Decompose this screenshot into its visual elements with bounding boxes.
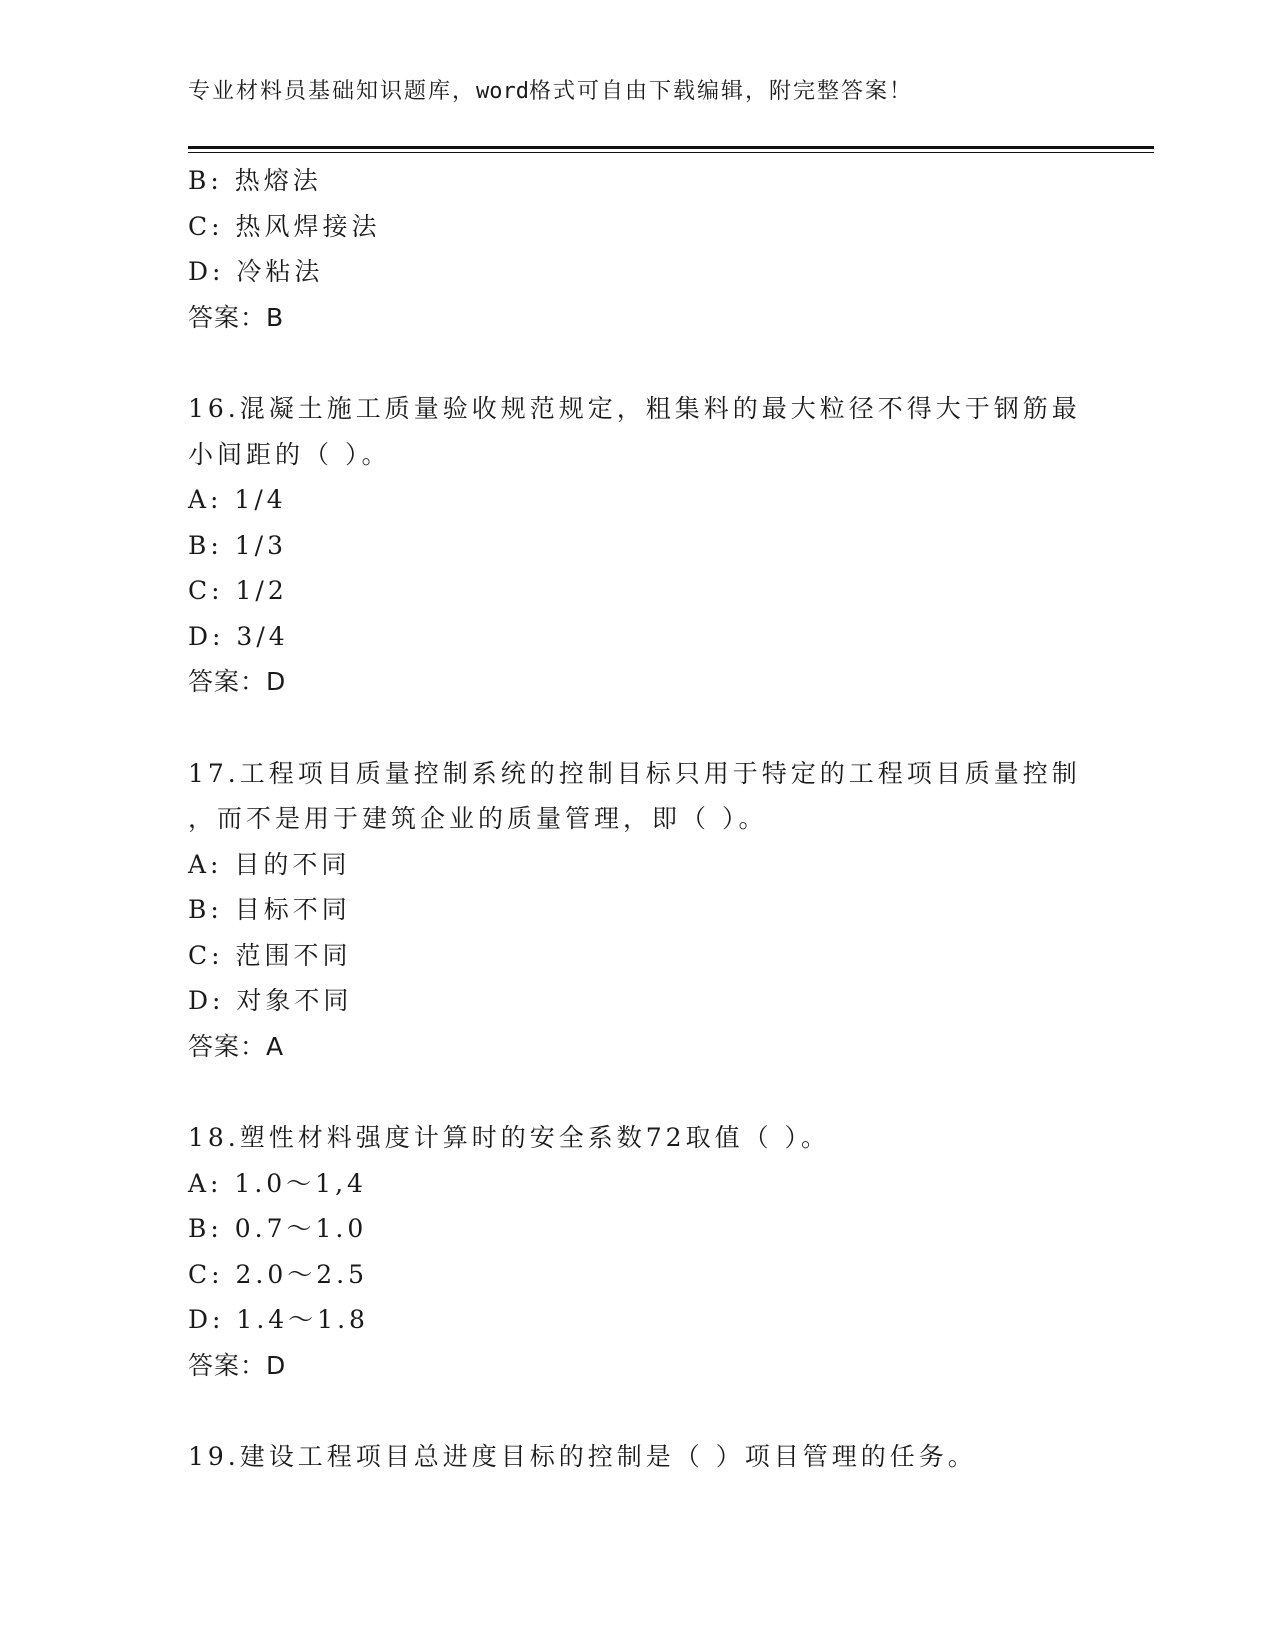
question-block-15 bbox=[188, 158, 1088, 340]
header-text-pre: 专业材料员基础知识题库， bbox=[188, 79, 477, 104]
answer-line: 答案：A bbox=[188, 1031, 285, 1061]
option-line: C: 1/2 bbox=[188, 576, 288, 605]
header-rule bbox=[188, 146, 1154, 149]
question-block-18 bbox=[188, 1115, 1088, 1388]
question-block-19 bbox=[188, 1434, 1088, 1480]
answer-line: 答案：D bbox=[188, 667, 287, 696]
answer-line: 答案：D bbox=[188, 1350, 287, 1380]
option-line: C: 范围不同 bbox=[188, 940, 352, 970]
question-stem: 18.塑性材料强度计算时的安全系数72取值（ ）。 bbox=[188, 1123, 831, 1152]
question-stem: ，而不是用于建筑企业的质量管理，即（ ）。 bbox=[188, 804, 768, 833]
page-header bbox=[188, 74, 913, 105]
spacer bbox=[188, 1388, 1088, 1434]
header-text-word: word bbox=[476, 79, 529, 104]
option-line: D: 冷粘法 bbox=[188, 257, 324, 286]
answer-line: 答案：B bbox=[188, 302, 285, 332]
header-text-post: 格式可自由下载编辑，附完整答案！ bbox=[529, 79, 914, 104]
question-content bbox=[188, 158, 1088, 1480]
option-line: D: 对象不同 bbox=[188, 986, 353, 1015]
header-rule-thin bbox=[188, 152, 1154, 153]
question-block-17 bbox=[188, 751, 1088, 1070]
option-line: A: 1/4 bbox=[188, 485, 287, 514]
option-line: C: 热风焊接法 bbox=[188, 211, 381, 241]
option-line: C: 2.0～2.5 bbox=[188, 1259, 369, 1289]
question-stem: 19.建设工程项目总进度目标的控制是（ ）项目管理的任务。 bbox=[188, 1442, 977, 1471]
option-line: A: 目的不同 bbox=[188, 849, 351, 879]
spacer bbox=[188, 1069, 1088, 1115]
question-block-16 bbox=[188, 386, 1088, 705]
option-line: D: 1.4～1.8 bbox=[188, 1305, 369, 1334]
option-line: B: 热熔法 bbox=[188, 166, 322, 195]
question-stem: 17.工程项目质量控制系统的控制目标只用于特定的工程项目质量控制 bbox=[188, 758, 1081, 788]
spacer bbox=[188, 340, 1088, 386]
option-line: B: 1/3 bbox=[188, 530, 287, 560]
option-line: B: 目标不同 bbox=[188, 895, 351, 924]
option-line: B: 0.7～1.0 bbox=[188, 1214, 368, 1243]
option-line: D: 3/4 bbox=[188, 621, 289, 651]
question-stem: 16.混凝土施工质量验收规范规定，粗集料的最大粒径不得大于钢筋最 bbox=[188, 394, 1081, 423]
spacer bbox=[188, 705, 1088, 751]
question-stem: 小间距的（ ）。 bbox=[188, 439, 391, 469]
option-line: A: 1.0～1,4 bbox=[188, 1168, 367, 1198]
